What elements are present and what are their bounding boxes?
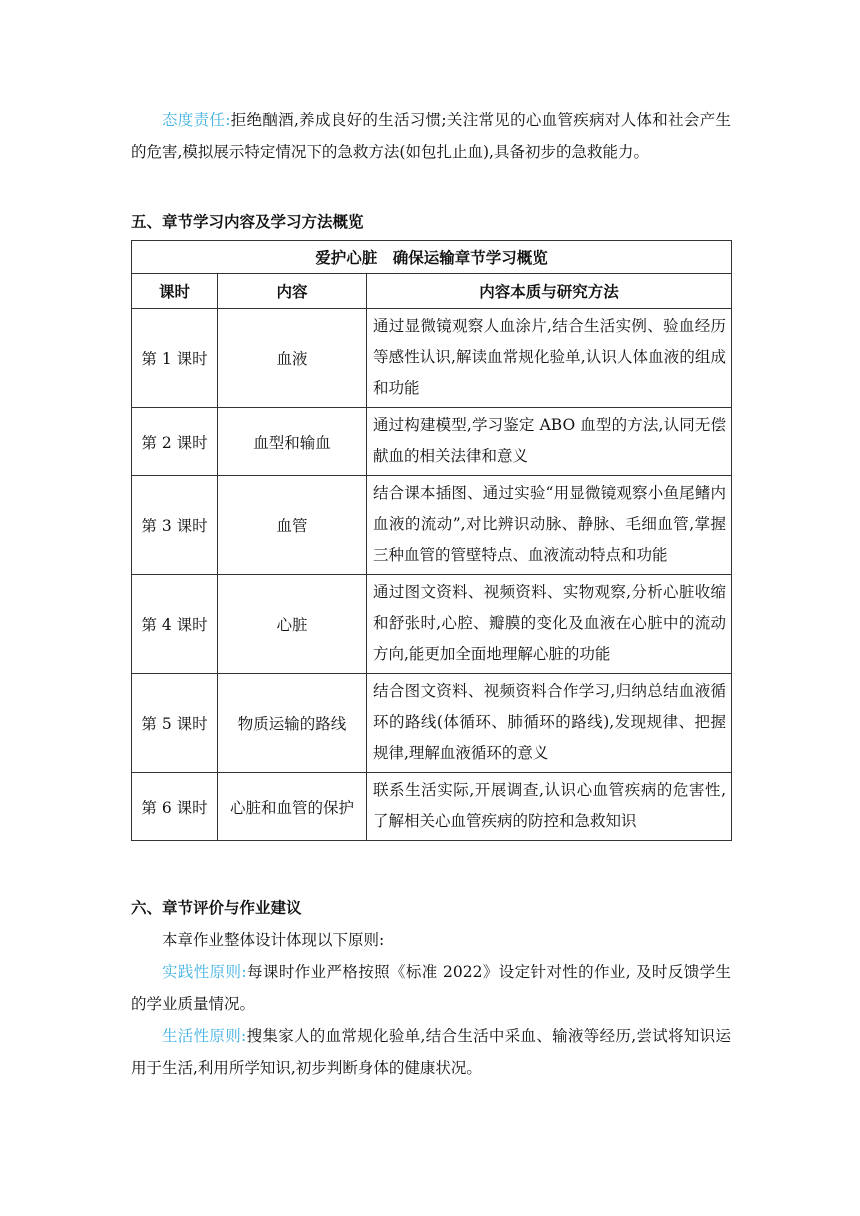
section-6-heading: 六、章节评价与作业建议 <box>131 898 302 917</box>
table-row <box>132 674 732 773</box>
method-cell: 通过显微镜观察人血涂片,结合生活实例、验血经历等感性认识,解读血常规化验单,认识人体血液的组成和功能 <box>367 309 732 408</box>
table-header-row <box>132 274 732 309</box>
header-method: 内容本质与研究方法 <box>367 274 732 309</box>
table-row <box>132 575 732 674</box>
content-cell: 心脏 <box>218 575 367 674</box>
practice-principle-text: 每课时作业严格按照《标准 2022》设定针对性的作业, 及时反馈学生的学业质量情况。 <box>131 963 731 1013</box>
table-row <box>132 408 732 476</box>
lesson-cell: 第 4 课时 <box>132 575 218 674</box>
table-row <box>132 773 732 841</box>
header-lesson: 课时 <box>132 274 218 309</box>
table-row <box>132 476 732 575</box>
method-cell: 结合课本插图、通过实验“用显微镜观察小鱼尾鳍内血液的流动”,对比辨识动脉、静脉、毛细血管,掌握三种血管的管壁特点、血液流动特点和功能 <box>367 476 732 575</box>
practice-principle-label: 实践性原则: <box>162 963 247 981</box>
overview-table <box>131 240 732 841</box>
attitude-paragraph <box>131 104 731 168</box>
section-5-heading-block <box>131 206 731 238</box>
lesson-cell: 第 2 课时 <box>132 408 218 476</box>
content-cell: 物质运输的路线 <box>218 674 367 773</box>
method-cell: 结合图文资料、视频资料合作学习,归纳总结血液循环的路线(体循环、肺循环的路线),发现规律、把握规律,理解血液循环的意义 <box>367 674 732 773</box>
life-principle-paragraph <box>131 1020 731 1084</box>
section-6-intro: 本章作业整体设计体现以下原则: <box>162 931 385 949</box>
content-cell: 血液 <box>218 309 367 408</box>
content-cell: 血管 <box>218 476 367 575</box>
section-5-heading: 五、章节学习内容及学习方法概览 <box>131 212 364 231</box>
lesson-cell: 第 5 课时 <box>132 674 218 773</box>
content-cell: 心脏和血管的保护 <box>218 773 367 841</box>
method-cell: 联系生活实际,开展调查,认识心血管疾病的危害性,了解相关心血管疾病的防控和急救知识 <box>367 773 732 841</box>
section-6-block <box>131 892 731 1084</box>
content-cell: 血型和输血 <box>218 408 367 476</box>
practice-principle-paragraph <box>131 956 731 1020</box>
method-cell: 通过构建模型,学习鉴定 ABO 血型的方法,认同无偿献血的相关法律和意义 <box>367 408 732 476</box>
life-principle-label: 生活性原则: <box>162 1027 247 1045</box>
lesson-cell: 第 1 课时 <box>132 309 218 408</box>
table-row <box>132 309 732 408</box>
table-title: 爱护心脏 确保运输章节学习概览 <box>132 241 732 274</box>
lesson-cell: 第 3 课时 <box>132 476 218 575</box>
attitude-text: 拒绝酗酒,养成良好的生活习惯;关注常见的心血管疾病对人体和社会产生的危害,模拟展示特定情况下的急救方法(如包扎止血),具备初步的急救能力。 <box>131 111 731 161</box>
header-content: 内容 <box>218 274 367 309</box>
method-cell: 通过图文资料、视频资料、实物观察,分析心脏收缩和舒张时,心腔、瓣膜的变化及血液在心脏中的流动方向,能更加全面地理解心脏的功能 <box>367 575 732 674</box>
life-principle-text: 搜集家人的血常规化验单,结合生活中采血、输液等经历,尝试将知识运用于生活,利用所学知识,初步判断身体的健康状况。 <box>131 1027 731 1077</box>
lesson-cell: 第 6 课时 <box>132 773 218 841</box>
attitude-label: 态度责任: <box>162 111 231 129</box>
